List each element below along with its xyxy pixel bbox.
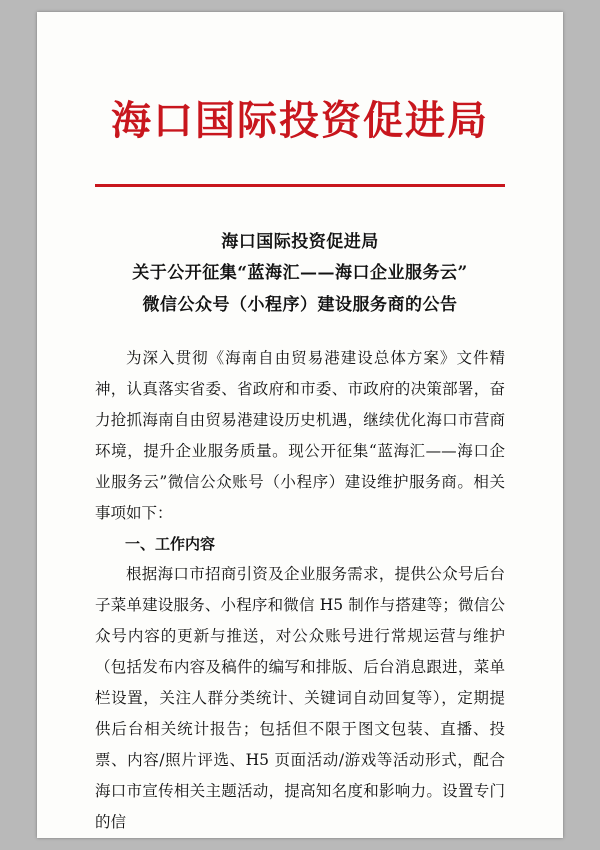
section-heading-1: 一、工作内容	[125, 535, 216, 554]
body-paragraph-1: 为深入贯彻《海南自由贸易港建设总体方案》文件精神，认真落实省委、省政府和市委、市政府的决策部署，奋力抢抓海南自由贸易港建设历史机遇，继续优化海口市营商环境，提升企业服务质量。现公开征集“蓝海汇——海口企业服务云”微信公众账号（小程序）建设维护服务商。相关事项如下：	[95, 349, 505, 523]
document-body	[95, 343, 505, 838]
section-paragraph-1: 根据海口市招商引资及企业服务需求，提供公众号后台子菜单建设服务、小程序和微信 H5 制作与搭建等；微信公众号内容的更新与推送，对公众账号进行常规运营与维护（包括发布内容及稿件的编写和排版、后台消息跟进，菜单栏设置，关注人群分类统计、关键词自动回复等），定期提供后台相关统计报告；包括但不限于图文包装、直播、投票、内容/照片评选、H5 页面活动/游戏等活动形式，配合海口市宣传相关主题活动，提高知名度和影响力。设置专门的信	[95, 565, 505, 832]
letterhead-title: 海口国际投资促进局	[111, 97, 489, 144]
letterhead-divider	[95, 184, 505, 187]
document-content	[37, 12, 563, 838]
document-page	[37, 12, 563, 838]
document-title	[95, 227, 505, 321]
title-line-3: 微信公众号（小程序）建设服务商的公告	[142, 294, 458, 315]
title-line-1: 海口国际投资促进局	[221, 232, 379, 252]
title-line-2: 关于公开征集“蓝海汇——海口企业服务云”	[132, 263, 468, 284]
